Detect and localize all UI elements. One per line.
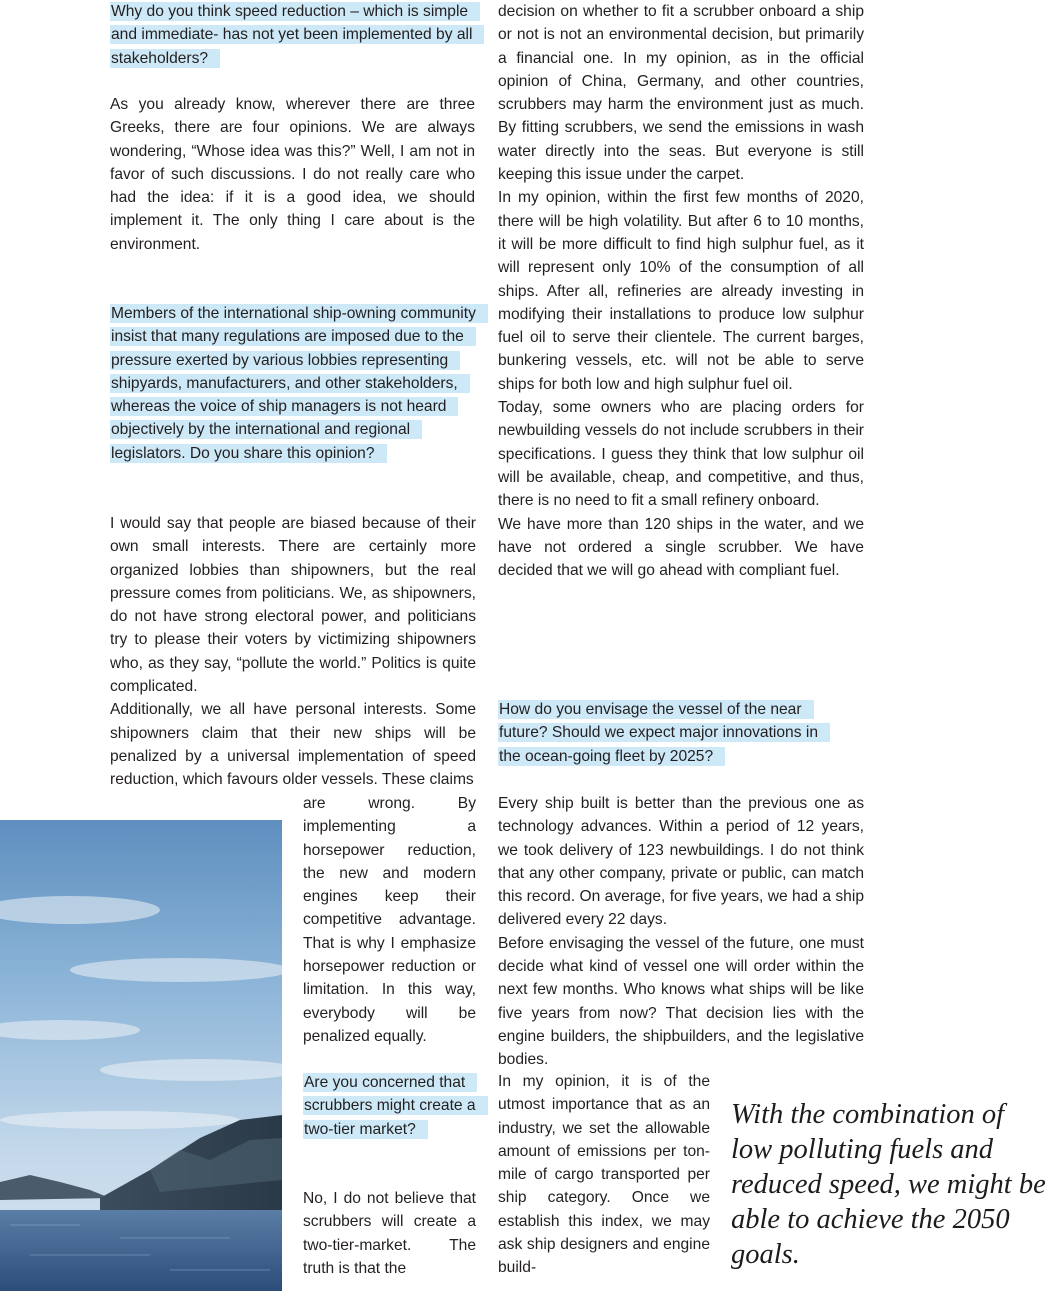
question-vessel-future <box>498 698 843 768</box>
answer-greeks-opinions <box>110 93 475 256</box>
question-speed-reduction <box>110 0 480 70</box>
paragraph: As you already know, wherever there are three Greeks, there are four opinions. We are always wondering, “Whose idea was this?” Well, I am not in favor of such discussions. I do not really care who had the idea: if it is a good idea, we should implement it. The only thing I care about is the environment. <box>110 96 475 253</box>
question-text: Are you concerned that scrubbers might create a two-tier market? <box>303 1073 488 1139</box>
answer-two-tier <box>303 1187 476 1280</box>
answer-emissions-index <box>498 1070 710 1280</box>
question-text: Members of the international ship-owning community insist that many regulations are imposed due to the pressure exerted by various lobbies representing shipyards, manufacturers, and other stakeholders, whereas the voice of ship managers is not heard objectively by the international and regional legislators. Do you share this opinion? <box>110 304 488 463</box>
question-lobbies <box>110 302 485 465</box>
sea-mountain-photo <box>0 820 282 1291</box>
paragraph: We have more than 120 ships in the water, and we have not ordered a single scrubber. We have decided that we will go ahead with compliant fuel. <box>498 515 864 580</box>
answer-vessel-future <box>498 792 864 1072</box>
paragraph: decision on whether to fit a scrubber onboard a ship or not is not an environmental decision, but primarily a financial one. In my opinion, as in the official opinion of China, Germany, and other countries, scrubbers may harm the environment just as much. By fitting scrubbers, we send the emissions in wash water directly into the seas. But everyone is still keeping this issue under the carpet. <box>498 3 864 184</box>
question-text: Why do you think speed reduction – which is simple and immediate- has not yet been implemented by all stakeholders? <box>110 2 484 68</box>
question-scrubbers-two-tier <box>303 1071 476 1141</box>
photo-illustration <box>0 820 282 1291</box>
paragraph: In my opinion, it is of the utmost importance that as an industry, we set the allowable amount of emissions per ton-mile of cargo transported per ship category. Once we establish this index, we may ask ship designers and engine build- <box>498 1073 710 1277</box>
paragraph: Today, some owners who are placing orders for newbuilding vessels do not include scrubbers in their specifications. I guess they think that low sulphur oil will be available, cheap, and competitive, and thus, there is no need to fit a small refinery onboard. <box>498 399 864 510</box>
paragraph: No, I do not believe that scrubbers will create a two-tier-market. The truth is that the <box>303 1190 476 1277</box>
paragraph: In my opinion, within the first few months of 2020, there will be high volatility. But after 6 to 10 months, it will be more difficult to find high sulphur fuel, as it will represent only 10% of the consumption of all ships. After all, refineries are already investing in modifying their installations to produce low sulphur fuel oil to serve their clientele. The current barges, bunkering vessels, etc. will not be able to serve ships for both low and high sulphur fuel oil. <box>498 189 864 393</box>
paragraph: are wrong. By implementing a horsepower reduction, the new and modern engines keep their competitive advantage. That is why I emphasize horsepower reduction or limitation. In this way, everybody will be penalized equally. <box>303 795 476 1045</box>
pull-quote: With the combination of low polluting fuels and reduced speed, we might be able to achieve the 2050 goals. <box>731 1099 1046 1270</box>
answer-horsepower-continued <box>303 792 476 1048</box>
paragraph: Additionally, we all have personal interests. Some shipowners claim that their new ships will be penalized by a universal implementation of speed reduction, which favours older vessels. These claims <box>110 701 476 789</box>
question-text: How do you envisage the vessel of the near future? Should we expect major innovations in the ocean-going fleet by 2025? <box>498 700 830 766</box>
paragraph: Before envisaging the vessel of the future, one must decide what kind of vessel one will order within the next few months. Who knows what ships will be like five years from now? That decision lies with the engine builders, the shipbuilders, and the legislative bodies. <box>498 934 864 1069</box>
answer-scrubber-decision <box>498 0 864 582</box>
answer-politicians <box>110 512 476 792</box>
paragraph: Every ship built is better than the previous one as technology advances. Within a period of 12 years, we took delivery of 123 newbuildings. I do not think that any other company, private or public, can match this record. On average, for five years, we had a ship delivered every 22 days. <box>498 795 864 929</box>
paragraph: I would say that people are biased because of their own small interests. There are certainly more organized lobbies than shipowners, but the real pressure comes from politicians. We, as shipowners, do not have strong electoral power, and politicians try to please their voters by victimizing shipowners who, as they say, “pollute the world.” Politics is quite complicated. <box>110 515 476 696</box>
